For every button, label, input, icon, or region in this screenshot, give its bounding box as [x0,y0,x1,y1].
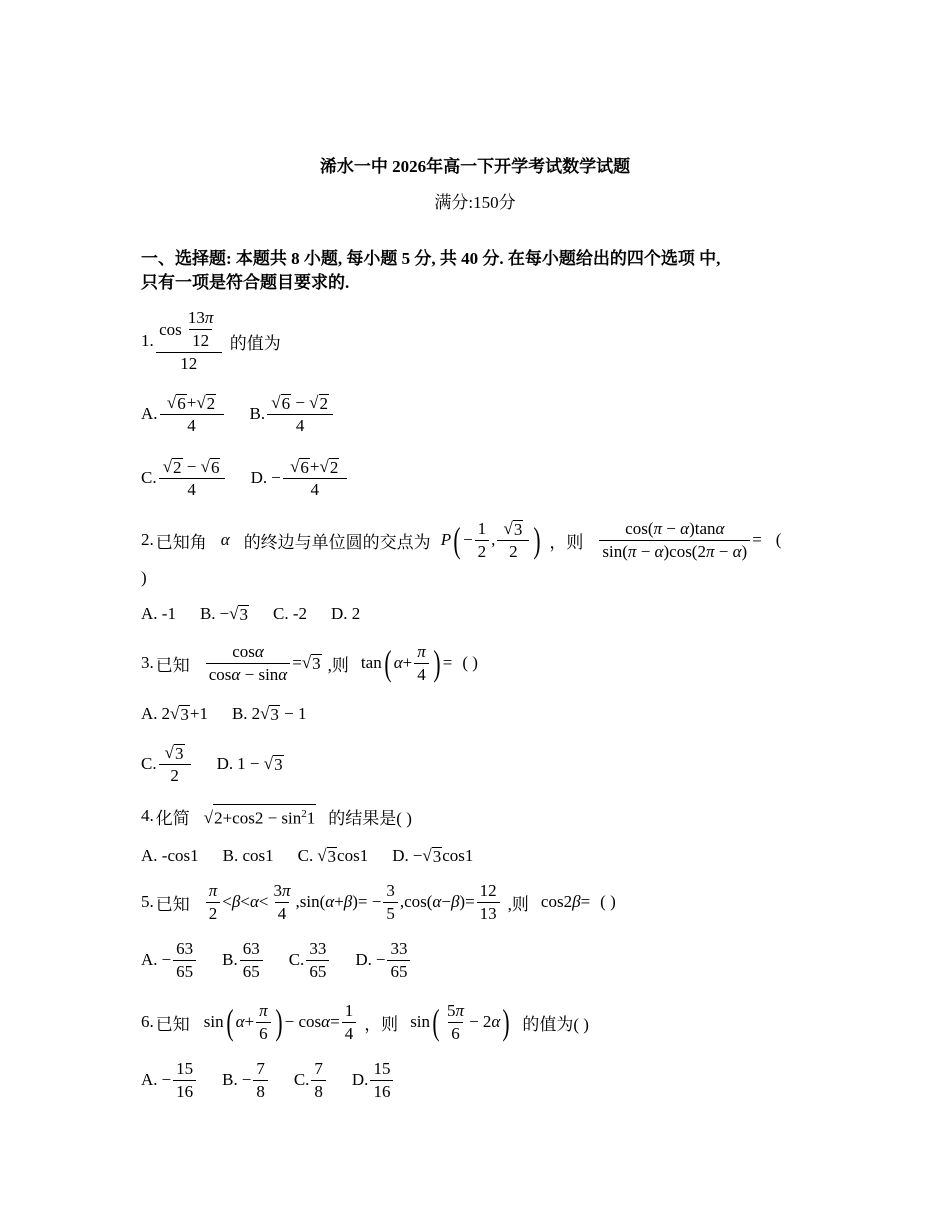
q3-option-c-label: C. [141,754,157,773]
q1-option-c-label: C. [141,468,157,487]
section-heading-line1: 一、选择题: 本题共 8 小题, 每小题 5 分, 共 40 分. 在每小题给出的四个选项 中, [141,249,721,268]
question-3-options-ab: A. 2 √ 3 +1 B. 2 √ 3 − 1 [141,704,307,724]
q1-option-c-value: √ 2 − √ 6 4 [159,457,225,500]
question-6-text1: 已知 [155,1014,190,1034]
question-2-options: A. -1 B. − √ 3 C. -2 D. 2 [141,604,361,624]
q2-option-d: D. 2 [330,604,361,623]
question-6-options: A. − $\frac{15}{16}$ B. − $\frac{7}{8}$ C. $\frac{7}{8}$ D. $\frac{15}{16}$ [141,1050,395,1110]
question-1-options-ab [141,384,335,444]
question-5: 5. 已知 $\frac{\pi}{2}$ < β < α < $\frac{3\pi}{4}$ ,sin( α + β )= − $\frac{3}{5}$ ,cos( α − β )= $\frac{12}{13}$ ,则 cos2β= ( ) [141,880,616,923]
q1-option-a-label: A. [141,404,158,423]
question-1 [141,308,281,374]
question-2-text1: 已知角 [155,532,207,552]
q5-option-b-label: B. [222,950,238,969]
q6-option-b-label: B. [222,1070,238,1089]
question-4-number: 4. [141,806,154,825]
question-1-options-cd: C. √ 2 − √ 6 4 D. − √ 6 + √ 2 4 [141,448,349,508]
q3-option-b-label: B. [231,704,248,723]
q2-option-b-label: B. [199,604,216,623]
q2-option-a: A. -1 [141,604,176,623]
q3-option-d-label: D. [216,754,234,773]
question-2-number: 2. [141,530,154,549]
section-heading-line2: 只有一项是符合题目要求的. [141,273,350,292]
question-4-text2: 的结果是( ) [328,808,412,828]
question-5-options: A. − $\frac{63}{65}$ B. $\frac{63}{65}$ C. $\frac{33}{65}$ D. − $\frac{33}{65}$ [141,930,412,990]
q1-option-d-label: D. [250,468,268,487]
question-2-paren-open: ( [775,530,782,549]
point-p: P [440,530,452,549]
question-1-number: 1. [141,331,154,350]
question-3: 3. 已知 $\frac{\cos\alpha}{\cos\alpha - \sin\alpha}$ = √ 3 ,则 tan ( α + $\frac{\pi}{4}$ ) = ( ) [141,641,478,684]
exam-title: 浠水一中 2026年高一下开学考试数学试题 [319,157,631,176]
q4-option-b: B. cos1 [222,846,274,865]
question-4-radical: √ $2+\cos 2 - \sin^21$ [204,804,317,828]
question-3-options-cd: C. √ 3 2 D. 1 − √ 3 [141,742,283,785]
q6-option-c-label: C. [293,1070,310,1089]
q3-option-a-label: A. [141,704,158,723]
question-2-text3: ，则 [549,532,584,552]
question-1-expression: cos $\frac{13\pi}{12}$ 12 [156,308,222,374]
question-5-number: 5. [141,892,154,911]
q4-option-d-label: D. [392,846,409,865]
q4-option-a: A. -cos1 [141,846,199,865]
question-6-number: 6. [141,1012,154,1031]
question-5-paren: ( ) [600,892,616,911]
q1-option-a-value: √ 6 + √ 2 4 [160,393,224,436]
question-6: 6. 已知 sin ( α + $\frac{\pi}{6}$ ) − cosα= $\frac{1}{4}$ ，则 sin ( $\frac{5\pi}{6}$ − 2 α ) 的值为( ) [141,1000,589,1043]
question-6-text2: ，则 [364,1014,399,1034]
exam-subtitle: 满分:150分 [434,193,516,212]
q1-option-d-value: √ 6 + √ 2 4 [283,457,347,500]
q2-option-c: C. -2 [272,604,307,623]
question-5-text1: 已知 [155,894,190,914]
q5-option-d-label: D. [355,950,372,969]
q6-option-a-label: A. [141,1070,158,1089]
q5-option-a-label: A. [141,950,158,969]
q3-option-c-value: √ 3 2 [159,743,191,786]
q6-option-d-label: D. [351,1070,369,1089]
question-2: 2. 已知角 α 的终边与单位圆的交点为 P ( − $\frac{1}{2}$ , √ 3 2 ) ，则 $\frac{\cos(\pi - \alpha)\tan\alpha}{\sin(\pi - \alpha)\cos(2\pi - \alpha)}$ = ( [141,518,782,561]
question-2-text2: 的终边与单位圆的交点为 [243,532,431,552]
question-2-expression: $\frac{\cos(\pi - \alpha)\tan\alpha}{\sin(\pi - \alpha)\cos(2\pi - \alpha)}$ [599,519,750,562]
question-6-text3: 的值为( ) [522,1014,589,1034]
q1-option-b-value: √ 6 − √ 2 4 [267,393,333,436]
question-3-number: 3. [141,653,154,672]
q1-option-b-label: B. [249,404,266,423]
question-4-text1: 化简 [155,808,190,828]
q4-option-c-label: C. [297,846,314,865]
question-3-text1: 已知 [155,655,190,675]
q5-option-c-label: C. [288,950,305,969]
question-2-paren-close: ) [141,568,147,587]
question-1-tail: 的值为 [229,333,281,353]
question-5-text2: ,则 [507,894,529,914]
question-4-options: A. -cos1 B. cos1 C. √ 3 cos1 D. − √ 3 cos1 [141,846,474,866]
question-3-fraction: $\frac{\cos\alpha}{\cos\alpha - \sin\alpha}$ [206,642,290,685]
question-3-text2: ,则 [327,655,349,675]
question-3-paren: ( ) [462,653,478,672]
